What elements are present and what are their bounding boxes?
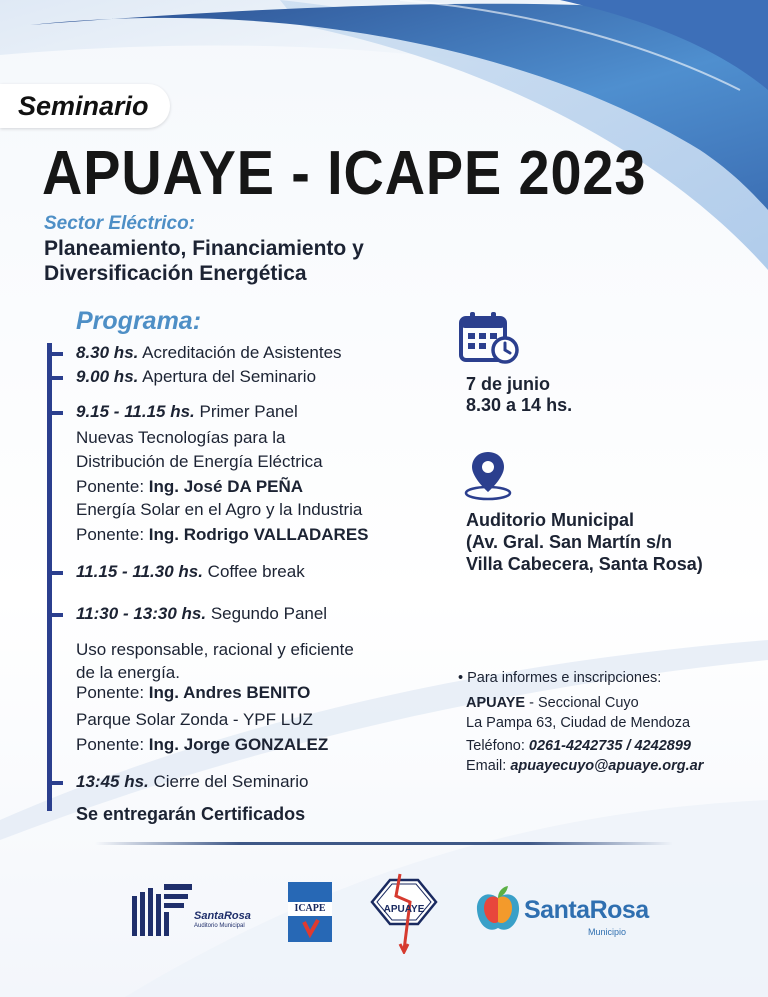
timeline-tick: [47, 352, 63, 356]
icape-logo: [288, 882, 332, 942]
badge-label: Seminario: [18, 91, 149, 121]
apuaye-logo-text: APUAYE: [383, 904, 425, 915]
subtitle: [44, 236, 364, 286]
seminario-badge: [0, 84, 170, 128]
calendar-icon: [459, 310, 521, 366]
program-time: 11:30 - 13:30 hs.: [76, 604, 207, 623]
page-title: APUAYE - ICAPE 2023: [42, 139, 647, 208]
venue-address: (Av. Gral. San Martín s/n: [466, 532, 673, 552]
venue-name: Auditorio Municipal: [466, 510, 634, 530]
program-text: Uso responsable, racional y eficiente: [76, 640, 354, 659]
program-time: 11.15 - 11.30 hs.: [76, 562, 203, 581]
icape-logo-text: ICAPE: [288, 902, 332, 916]
municipio-logo-name: SantaRosa: [524, 896, 649, 924]
program-item: [76, 772, 308, 792]
speaker-label: Ponente:: [76, 477, 149, 496]
venue: [466, 509, 703, 575]
speaker-line: [76, 683, 310, 703]
program-time: 9.00 hs.: [76, 367, 139, 386]
speaker-name: Ing. Rodrigo VALLADARES: [148, 525, 369, 544]
sector-label: Sector Eléctrico:: [44, 213, 195, 234]
program-text: Coffee break: [202, 562, 305, 581]
program-item: [76, 604, 327, 624]
program-text: Apertura del Seminario: [138, 367, 317, 386]
icape-check-icon: [288, 918, 332, 942]
program-text: Parque Solar Zonda - YPF LUZ: [76, 710, 313, 729]
auditorio-logo-sub: Auditorio Municipal: [194, 923, 245, 929]
speaker-name: Ing. Andres BENITO: [148, 683, 311, 702]
program-text: Primer Panel: [194, 402, 298, 421]
auditorio-mark-icon: [130, 880, 192, 942]
program-time: 13:45 hs.: [76, 772, 149, 791]
speaker-line: [76, 525, 369, 545]
program-text: de la energía.: [76, 663, 180, 682]
venue-city: Villa Cabecera, Santa Rosa): [466, 554, 703, 574]
program-text: Acreditación de Asistentes: [138, 343, 342, 362]
contact-address: La Pampa 63, Ciudad de Mendoza: [466, 715, 691, 731]
time-line: 8.30 a 14 hs.: [466, 395, 573, 415]
contact-org: [466, 695, 639, 711]
programa-heading: Programa:: [76, 307, 202, 335]
auditorio-logo: [130, 880, 250, 942]
phone-number: 0261-4242735 / 4242899: [528, 738, 691, 754]
email-label: Email:: [466, 758, 511, 774]
program-text: Energía Solar en el Agro y la Industria: [76, 500, 363, 519]
date-line: 7 de junio: [466, 374, 551, 394]
timeline-tick: [47, 613, 63, 617]
municipio-apple-icon: [474, 884, 522, 936]
program-text: Segundo Panel: [206, 604, 328, 623]
location-pin-icon: [462, 450, 514, 502]
org-name: APUAYE: [466, 695, 526, 711]
program-item: [76, 402, 298, 422]
subtitle-line-1: Planeamiento, Financiamiento y: [44, 237, 364, 260]
timeline-tick: [47, 411, 63, 415]
timeline-tick: [47, 571, 63, 575]
speaker-name: Ing. Jorge GONZALEZ: [148, 735, 329, 754]
contact-heading-text: Para informes e inscripciones:: [467, 670, 662, 686]
program-text: Cierre del Seminario: [148, 772, 309, 791]
email-address[interactable]: apuayecuyo@apuaye.org.ar: [510, 758, 704, 774]
speaker-label: Ponente:: [76, 735, 149, 754]
program-text: Nuevas Tecnologías para la: [76, 428, 286, 447]
speaker-line: [76, 735, 328, 755]
contact-email: [466, 758, 703, 774]
program-time: 8.30 hs.: [76, 343, 139, 362]
contact-phone: [466, 738, 691, 754]
auditorio-logo-name: SantaRosa: [194, 910, 251, 922]
divider: [95, 842, 673, 845]
program-item: [76, 343, 342, 363]
subtitle-line-2: Diversificación Energética: [44, 262, 307, 285]
program-text: Distribución de Energía Eléctrica: [76, 452, 323, 471]
program-item: [76, 562, 305, 582]
speaker-label: Ponente:: [76, 683, 149, 702]
phone-label: Teléfono:: [466, 738, 529, 754]
speaker-line: [76, 477, 303, 497]
program-time: 9.15 - 11.15 hs.: [76, 402, 195, 421]
event-date: [466, 374, 572, 416]
municipio-logo-sub: Municipio: [588, 927, 627, 937]
certificates-note: Se entregarán Certificados: [76, 804, 306, 824]
program-item: [76, 367, 316, 387]
speaker-name: Ing. José DA PEÑA: [148, 477, 304, 496]
speaker-label: Ponente:: [76, 525, 149, 544]
timeline-tick: [47, 376, 63, 380]
org-branch: - Seccional Cuyo: [525, 695, 639, 711]
timeline-tick: [47, 781, 63, 785]
contact-heading: • Para informes e inscripciones:: [458, 670, 662, 686]
